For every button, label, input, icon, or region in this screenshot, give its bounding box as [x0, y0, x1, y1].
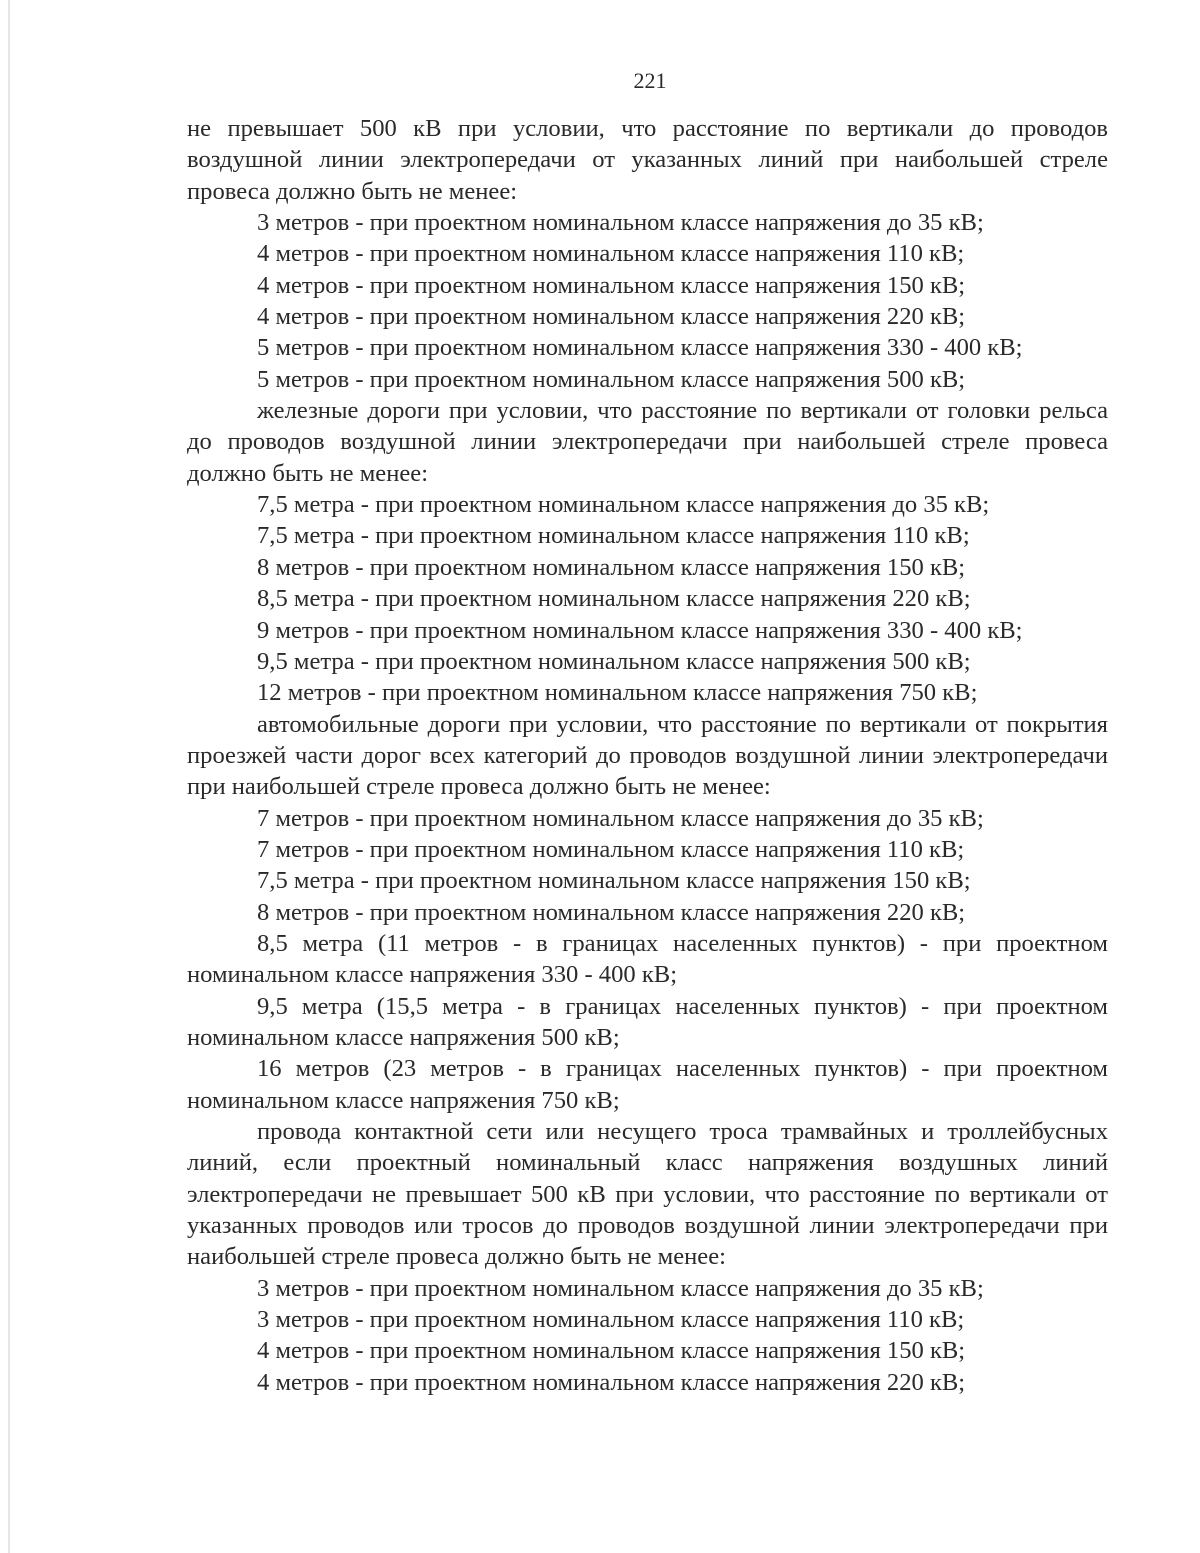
paragraph: автомобильные дороги при условии, что расстояние по вертикали от покрытия проезжей части дорог всех категорий до проводов воздушной линии электропередачи при наибольшей стреле провеса должно быть не менее:	[187, 710, 1108, 801]
paragraph: 4 метров - при проектном номинальном классе напряжения 150 кВ;	[257, 1337, 966, 1365]
page-number: 221	[633, 68, 667, 93]
paragraph: 7,5 метра - при проектном номинальном классе напряжения 110 кВ;	[257, 522, 970, 550]
paragraph: 4 метров - при проектном номинальном классе напряжения 220 кВ;	[257, 303, 966, 331]
paragraph: провода контактной сети или несущего троса трамвайных и троллейбусных линий, если проектный номинальный класс напряжения воздушных линий электропередачи не превышает 500 кВ при условии, что расстояние по вертикали от указанных проводов или тросов до проводов воздушной линии электропередачи при наибольшей стреле провеса должно быть не менее:	[187, 1118, 1108, 1271]
paragraph: 12 метров - при проектном номинальном классе напряжения 750 кВ;	[257, 679, 978, 707]
paragraph: 7 метров - при проектном номинальном классе напряжения 110 кВ;	[257, 835, 965, 863]
paragraph: 3 метров - при проектном номинальном классе напряжения до 35 кВ;	[257, 209, 984, 237]
paragraph: железные дороги при условии, что расстояние по вертикали от головки рельса до проводов воздушной линии электропередачи при наибольшей стреле провеса должно быть не менее:	[187, 397, 1108, 487]
paragraph: 4 метров - при проектном номинальном классе напряжения 150 кВ;	[257, 271, 966, 299]
paragraph: 3 метров - при проектном номинальном классе напряжения до 35 кВ;	[257, 1274, 984, 1302]
paragraph: 7,5 метра - при проектном номинальном классе напряжения 150 кВ;	[257, 867, 971, 895]
paragraph: 9,5 метра - при проектном номинальном классе напряжения 500 кВ;	[257, 647, 971, 675]
paragraph: 4 метров - при проектном номинальном классе напряжения 110 кВ;	[257, 240, 965, 268]
paragraph: 9 метров - при проектном номинальном классе напряжения 330 - 400 кВ;	[257, 616, 1023, 644]
paragraph: 5 метров - при проектном номинальном классе напряжения 500 кВ;	[257, 365, 966, 393]
paragraph: 3 метров - при проектном номинальном классе напряжения 110 кВ;	[257, 1306, 965, 1334]
paragraph: 8 метров - при проектном номинальном классе напряжения 220 кВ;	[257, 898, 966, 926]
paragraph: 9,5 метра (15,5 метра - в границах населенных пунктов) - при проектном номинальном классе напряжения 500 кВ;	[187, 992, 1108, 1051]
paragraph: 16 метров (23 метров - в границах населенных пунктов) - при проектном номинальном классе напряжения 750 кВ;	[187, 1055, 1108, 1114]
paragraph: 8,5 метра - при проектном номинальном классе напряжения 220 кВ;	[257, 585, 971, 613]
paragraph: 4 метров - при проектном номинальном классе напряжения 220 кВ;	[257, 1368, 966, 1396]
paragraph: 5 метров - при проектном номинальном классе напряжения 330 - 400 кВ;	[257, 334, 1023, 362]
body-text	[187, 113, 1108, 1398]
paragraph: 7 метров - при проектном номинальном классе напряжения до 35 кВ;	[257, 804, 984, 832]
paragraph: 7,5 метра - при проектном номинальном классе напряжения до 35 кВ;	[257, 491, 990, 519]
paragraph: 8,5 метра (11 метров - в границах населенных пунктов) - при проектном номинальном классе напряжения 330 - 400 кВ;	[187, 929, 1108, 989]
paragraph: 8 метров - при проектном номинальном классе напряжения 150 кВ;	[257, 553, 966, 581]
paragraph: не превышает 500 кВ при условии, что расстояние по вертикали до проводов воздушной линии электропередачи от указанных линий при наибольшей стреле провеса должно быть не менее:	[187, 115, 1108, 205]
scan-edge	[8, 0, 10, 1553]
